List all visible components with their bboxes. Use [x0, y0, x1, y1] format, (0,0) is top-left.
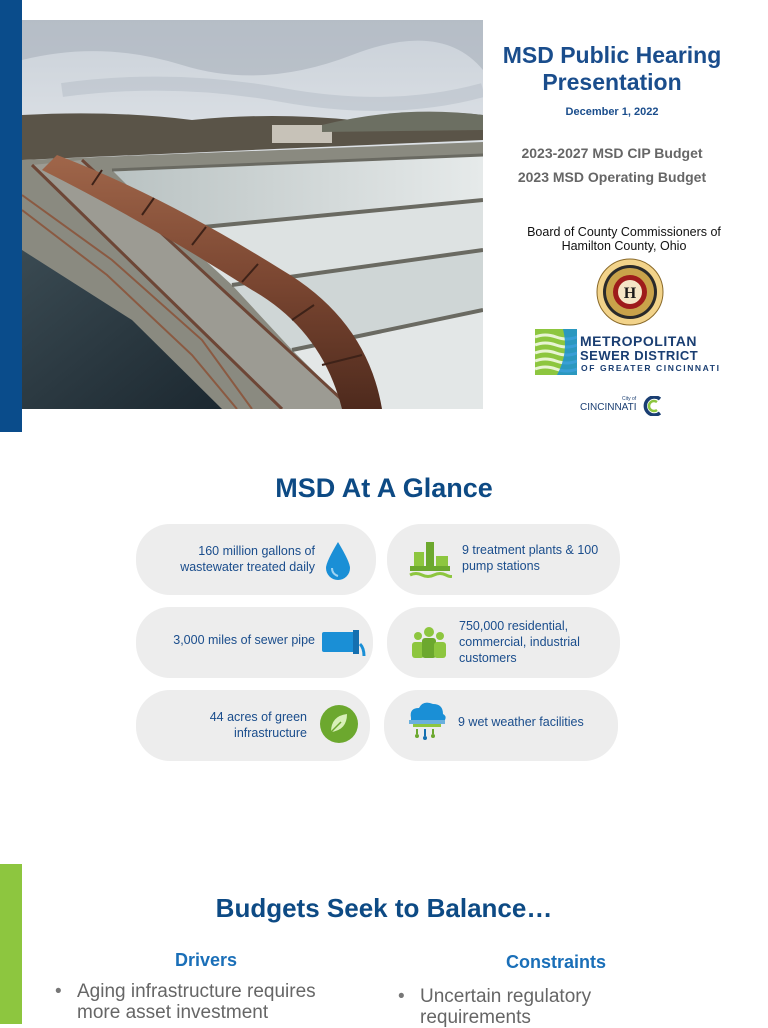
treatment-plant-icon: [408, 538, 452, 580]
stat-customers-text: [459, 618, 614, 666]
city-of-label: City of: [622, 396, 637, 402]
msd-logo-line-2: SEWER DISTRICT: [580, 348, 699, 363]
driver-bullet: [55, 981, 377, 1023]
accent-side-bar: [0, 864, 22, 1024]
stat-green-line-1: 44 acres of green: [209, 710, 307, 724]
customers-icon: [408, 626, 450, 660]
bullet-dot-icon: •: [55, 981, 62, 1002]
bullet-dot-icon: •: [398, 986, 405, 1007]
drivers-heading: Drivers: [175, 950, 238, 970]
driver-bullet-line-1: Aging infrastructure requires: [77, 981, 316, 1002]
stat-customers-line-1: 750,000 residential,: [459, 619, 569, 633]
stat-plants-line-2: pump stations: [462, 559, 540, 573]
board-commissioners: [505, 225, 743, 253]
board-line-2: Hamilton County, Ohio: [561, 239, 687, 253]
glance-title: MSD At A Glance: [275, 473, 493, 503]
stat-green-text: [136, 709, 307, 741]
constraint-bullet-line-2: requirements: [420, 1007, 531, 1028]
stat-wet-weather-text: 9 wet weather facilities: [458, 715, 584, 729]
stat-wastewater-line-2: wastewater treated daily: [180, 560, 315, 574]
hamilton-county-seal-icon: [596, 258, 664, 326]
presentation-date: December 1, 2022: [565, 106, 659, 118]
stat-wastewater-line-1: 160 million gallons of: [198, 544, 315, 558]
sewer-pipe-icon: [320, 628, 368, 660]
water-drop-icon: [324, 540, 352, 582]
title-line-2: Presentation: [542, 69, 682, 95]
cincinnati-label: CINCINNATI: [580, 402, 637, 413]
board-line-1: Board of County Commissioners of: [527, 225, 721, 239]
svg-text:H: H: [623, 285, 637, 302]
driver-bullet-line-2: more asset investment: [77, 1002, 269, 1023]
msd-logo-line-1: METROPOLITAN: [580, 333, 697, 349]
brand-side-bar: [0, 0, 22, 432]
title-line-1: MSD Public Hearing: [502, 42, 722, 68]
leaf-icon: [319, 704, 359, 744]
cip-budget-label: 2023-2027 MSD CIP Budget: [521, 145, 703, 161]
operating-budget-label: 2023 MSD Operating Budget: [517, 169, 707, 185]
stat-customers-line-3: customers: [459, 651, 517, 665]
constraint-bullet-line-1: Uncertain regulatory: [420, 986, 592, 1007]
balance-title: Budgets Seek to Balance…: [215, 893, 553, 923]
constraints-heading: Constraints: [506, 952, 607, 972]
rain-cloud-icon: [405, 700, 449, 740]
constraint-bullet: [398, 986, 720, 1028]
msd-logo-line-3: OF GREATER CINCINNATI: [581, 363, 721, 373]
treatment-plant-photo: [22, 20, 483, 409]
stat-green-line-2: infrastructure: [234, 726, 307, 740]
stat-wastewater-text: [136, 543, 315, 575]
presentation-title: [490, 42, 734, 96]
stat-pipe-text: 3,000 miles of sewer pipe: [173, 633, 315, 647]
title-slide: [0, 0, 768, 432]
stat-plants-line-1: 9 treatment plants & 100: [462, 543, 599, 557]
stat-plants-text: [462, 542, 617, 574]
stat-customers-line-2: commercial, industrial: [459, 635, 580, 649]
